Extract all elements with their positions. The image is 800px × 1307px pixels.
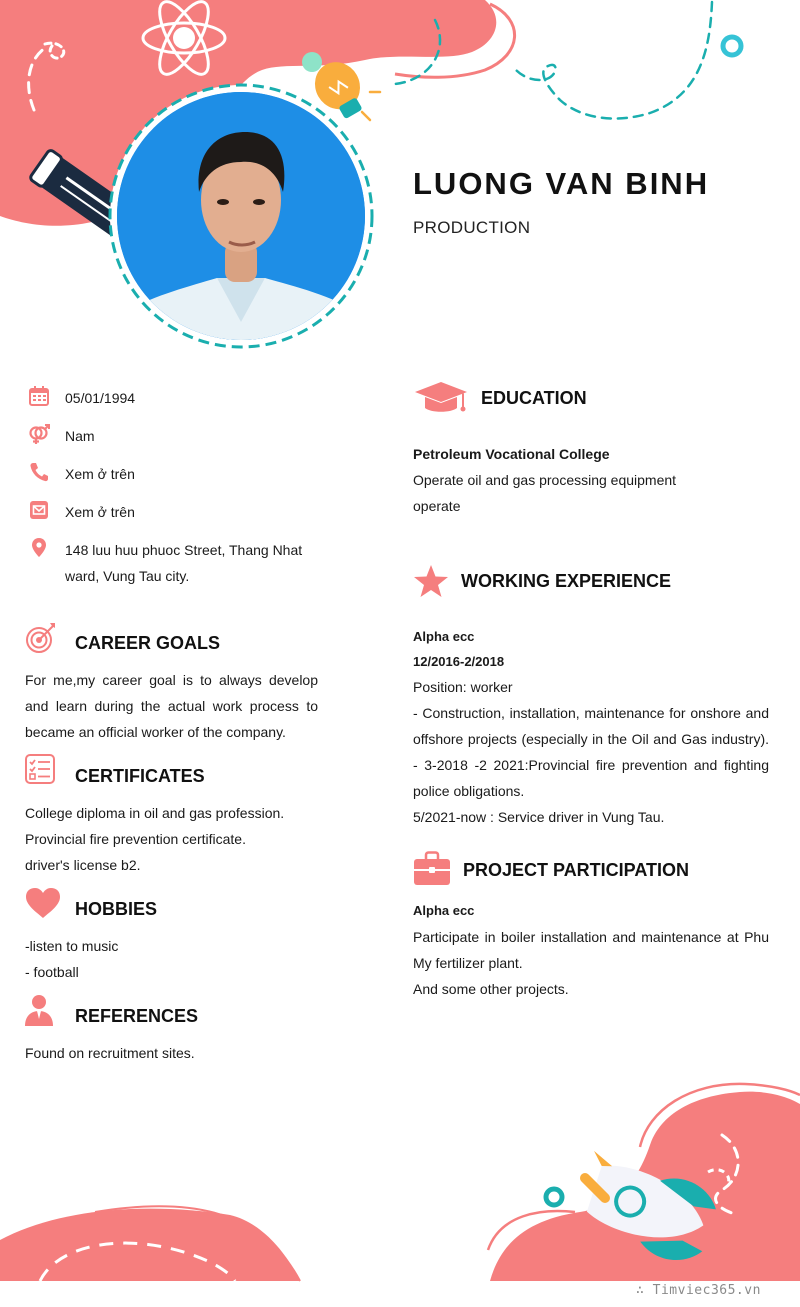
education-title: EDUCATION [481,388,587,408]
project-line-2: My fertilizer plant. [413,955,523,971]
career-goals-text [25,667,318,745]
project-company: Alpha ecc [413,903,475,918]
references-title: REFERENCES [75,1006,199,1026]
person-avatar [117,92,365,340]
education-school: Petroleum Vocational College [413,446,610,462]
experience-period: 12/2016-2/2018 [413,654,505,669]
experience-line-2: - Construction, installation, maintenance for onshore and [413,705,769,721]
education-line-2: operate [413,498,461,514]
certificates-title: CERTIFICATES [75,766,205,786]
address-text [65,537,325,589]
working-experience-text [413,624,769,830]
career-goals-title: CAREER GOALS [75,633,221,653]
person-icon [24,993,54,1027]
heart-icon [24,886,62,920]
certificate-line-2: Provincial fire prevention certificate. [25,831,246,847]
profile-photo-frame [107,82,375,350]
hobbies-title: HOBBIES [75,899,158,919]
email-icon [28,499,50,521]
career-goals-line-1: For me,my career goal is to always develop [25,672,318,688]
star-icon [413,564,449,598]
calendar-icon [28,385,50,407]
location-pin-icon [28,537,50,559]
target-icon [24,620,60,656]
working-experience-title: WORKING EXPERIENCE [461,571,672,591]
briefcase-icon [413,851,451,887]
address-line-2: ward, Vung Tau city. [65,568,190,584]
hobby-line-1: -listen to music [25,938,119,954]
graduation-cap-icon [413,380,469,416]
certificate-line-1: College diploma in oil and gas profession. [25,805,285,821]
profile-photo [117,92,365,340]
experience-company: Alpha ecc [413,629,475,644]
watermark: ∴ Timviec365.vn [636,1283,761,1298]
checklist-icon [24,753,56,785]
experience-line-6: 5/2021-now : Service driver in Vung Tau. [413,809,665,825]
gender-text: Nam [65,428,95,444]
phone-text: Xem ở trên [65,466,135,482]
references-text [25,1040,325,1066]
hobbies-text [25,933,325,985]
experience-line-4: - 3-2018 -2 2021:Provincial fire prevention and fighting [413,757,769,773]
address-line-1: 148 luu huu phuoc Street, Thang Nhat [65,542,303,558]
education-text [413,441,773,519]
job-title: PRODUCTION [413,218,531,237]
project-line-3: And some other projects. [413,981,569,997]
certificate-line-3: driver's license b2. [25,857,141,873]
gender-icon [28,423,50,445]
career-goals-line-3: became an official worker of the company. [25,724,286,740]
phone-icon [28,461,50,483]
email-text: Xem ở trên [65,504,135,520]
reference-line-1: Found on recruitment sites. [25,1045,195,1061]
career-goals-line-2: and learn during the actual work process to [25,698,318,714]
certificates-text [25,800,325,878]
birthdate-text: 05/01/1994 [65,390,136,406]
experience-line-1: Position: worker [413,679,513,695]
project-participation-title: PROJECT PARTICIPATION [463,860,690,880]
project-participation-text [413,898,769,1002]
experience-line-5: police obligations. [413,783,525,799]
experience-line-3: offshore projects (especially in the Oil and Gas industry). [413,731,769,747]
hobby-line-2: - football [25,964,79,980]
project-line-1: Participate in boiler installation and maintenance at Phu [413,929,769,945]
candidate-name: LUONG VAN BINH [413,166,710,201]
education-line-1: Operate oil and gas processing equipment [413,472,677,488]
